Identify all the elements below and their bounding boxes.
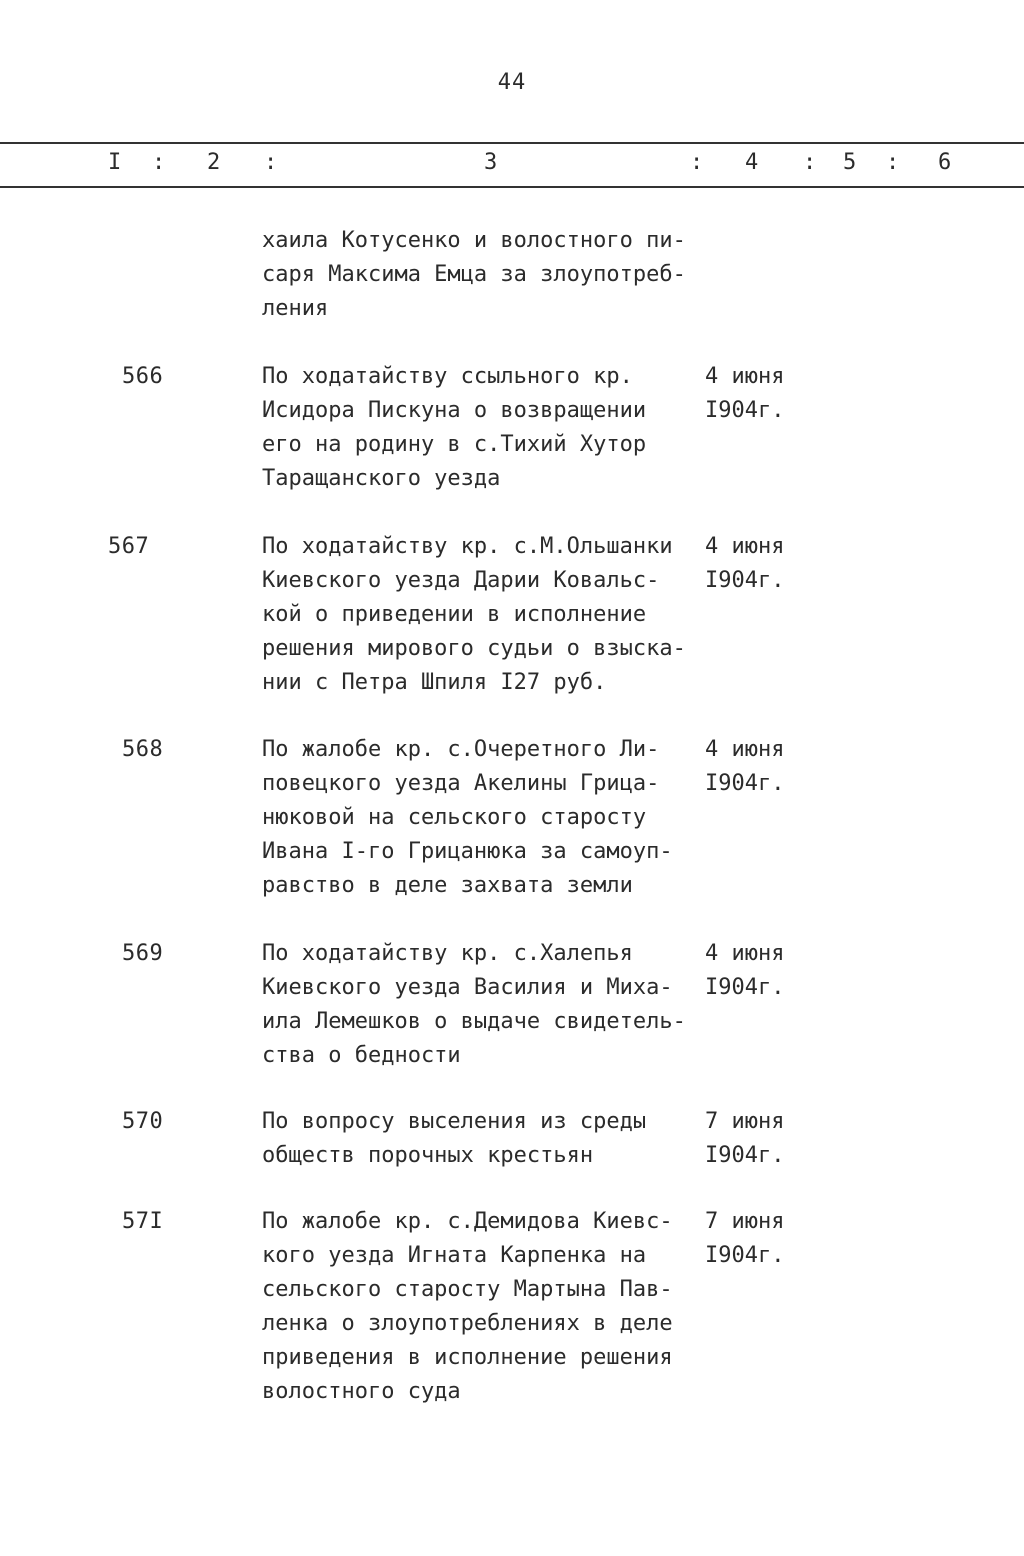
date-day: 4 июня (705, 941, 785, 966)
page-number: 44 (497, 70, 527, 95)
description-line: равство в деле захвата земли (262, 873, 633, 898)
column-header-1: I (108, 150, 122, 175)
description-line: кого уезда Игната Карпенка на (262, 1243, 647, 1268)
date-day: 4 июня (705, 534, 785, 559)
column-header-6: 6 (938, 150, 952, 175)
description-line: По жалобе кр. с.Очеретного Ли- (262, 737, 660, 762)
description-line: его на родину в с.Тихий Хутор (262, 432, 647, 457)
description-line: По жалобе кр. с.Демидова Киевс- (262, 1209, 673, 1234)
description-line: Таращанского уезда (262, 466, 501, 491)
entry-date (705, 530, 784, 598)
column-header-4: 4 (745, 150, 759, 175)
description-line: хаила Котусенко и волостного пи- (262, 228, 686, 253)
description-line: ления (262, 296, 329, 321)
entry-date (705, 1105, 784, 1173)
column-header-5: 5 (843, 150, 857, 175)
date-day: 7 июня (705, 1109, 785, 1134)
description-line: нюковой на сельского старосту (262, 805, 647, 830)
entry-description (262, 530, 686, 700)
description-line: ленка о злоупотреблениях в деле (262, 1311, 673, 1336)
date-day: 4 июня (705, 364, 785, 389)
description-line: кой о приведении в исполнение (262, 602, 647, 627)
date-day: 7 июня (705, 1209, 785, 1234)
column-separator: : (152, 150, 166, 175)
description-line: Киевского уезда Дарии Ковальс- (262, 568, 660, 593)
entry-description (262, 1205, 673, 1409)
column-header-2: 2 (207, 150, 221, 175)
date-year: I904г. (705, 1243, 785, 1268)
date-year: I904г. (705, 398, 785, 423)
date-day: 4 июня (705, 737, 785, 762)
entry-date (705, 1205, 784, 1273)
description-line: Ивана I-го Грицанюка за самоуп- (262, 839, 673, 864)
description-line: ила Лемешков о выдаче свидетель- (262, 1009, 686, 1034)
entry-description (262, 1105, 646, 1173)
entry-number: 570 (122, 1109, 164, 1134)
entry-number: 567 (108, 534, 150, 559)
column-header-3: 3 (484, 150, 498, 175)
entry-date (705, 360, 784, 428)
entry-number: 569 (122, 941, 164, 966)
description-line: приведения в исполнение решения (262, 1345, 673, 1370)
description-line: По ходатайству ссыльного кр. (262, 364, 633, 389)
entry-number: 566 (122, 364, 164, 389)
entry-description (262, 937, 686, 1073)
description-line: По вопросу выселения из среды (262, 1109, 647, 1134)
entry-description (262, 733, 673, 903)
entry-description (262, 360, 646, 496)
header-top-rule (0, 142, 1024, 144)
description-line: Исидора Пискуна о возвращении (262, 398, 647, 423)
description-line: Киевского уезда Василия и Миха- (262, 975, 673, 1000)
description-line: нии с Петра Шпиля I27 руб. (262, 670, 607, 695)
column-separator: : (690, 150, 704, 175)
entry-date (705, 937, 784, 1005)
description-line: саря Максима Емца за злоупотреб- (262, 262, 686, 287)
entry-number: 568 (122, 737, 164, 762)
column-separator: : (803, 150, 817, 175)
description-line: повецкого уезда Акелины Грица- (262, 771, 660, 796)
description-line: решения мирового судьи о взыска- (262, 636, 686, 661)
date-year: I904г. (705, 1143, 785, 1168)
date-year: I904г. (705, 975, 785, 1000)
entry-number: 57I (122, 1209, 164, 1234)
date-year: I904г. (705, 568, 785, 593)
description-line: волостного суда (262, 1379, 461, 1404)
entry-description (262, 224, 686, 326)
description-line: По ходатайству кр. с.М.Ольшанки (262, 534, 673, 559)
description-line: обществ порочных крестьян (262, 1143, 594, 1168)
description-line: По ходатайству кр. с.Халепья (262, 941, 633, 966)
description-line: ства о бедности (262, 1043, 461, 1068)
column-separator: : (264, 150, 278, 175)
header-bottom-rule (0, 186, 1024, 188)
description-line: сельского старосту Мартына Пав- (262, 1277, 673, 1302)
column-separator: : (886, 150, 900, 175)
entry-date (705, 733, 784, 801)
date-year: I904г. (705, 771, 785, 796)
